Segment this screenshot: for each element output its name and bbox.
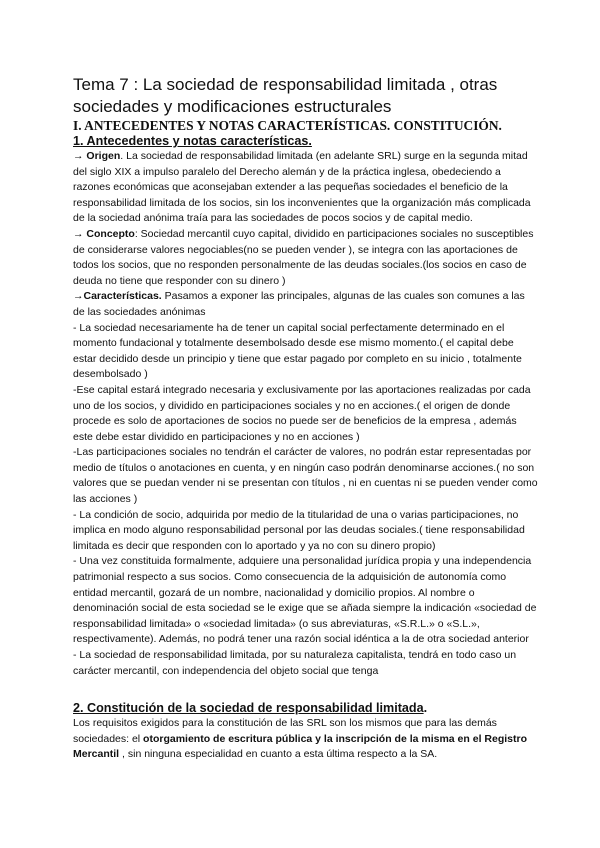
concepto-text: : Sociedad mercantil cuyo capital, dividido en participaciones sociales no susceptibles de considerarse valores negociables(no se pueden vender ), se integra con las aportaciones de todos los socios, que no responden personalmente de las deudas sociales.(los socios en caso de deuda no tiene que responder con su dinero ) bbox=[73, 227, 534, 287]
caracteristicas-label: →Características. bbox=[73, 290, 162, 303]
section-2-heading bbox=[73, 701, 538, 716]
constitucion-requirements: otorgamiento de escritura pública y la inscripción de la misma en el Registro Mercantil bbox=[73, 732, 527, 761]
list-item-capital: - La sociedad necesariamente ha de tener un capital social perfectamente determinado en el momento fundacional y totalmente desembolsado desde ese mismo momento.( el capital debe estar decidido desde un principio y tiene que estar pagado por completo en su inicio , totalmente desembolsado ) bbox=[73, 321, 522, 381]
paragraph-caracteristicas bbox=[73, 289, 538, 320]
section-2-period: . bbox=[423, 701, 428, 716]
list-item-participaciones: -Las participaciones sociales no tendrán el carácter de valores, no podrán estar representadas por medio de títulos o anotaciones en cuenta, y en ningún caso podrán denominarse acciones.( no son valores que se puedan vender ni se presentan con títulos , ni en cuentas ni se pueden vender como las acciones ) bbox=[73, 446, 538, 506]
section-2-title: 2. Constitución de la sociedad de responsabilidad limitada bbox=[73, 701, 424, 716]
paragraph-origen bbox=[73, 149, 538, 227]
document-title bbox=[73, 74, 538, 118]
paragraph-concepto bbox=[73, 227, 538, 289]
caracteristicas-text: Pasamos a exponer las principales, algunas de las cuales son comunes a las de las sociedades anónimas bbox=[73, 290, 525, 318]
list-item-aportaciones: -Ese capital estará integrado necesaria y exclusivamente por las aportaciones realizadas por cada uno de los socios, y dividido en participaciones sociales y no en acciones.( el origen de donde procede es solo de aportaciones de socios no puede ser de beneficios de la empresa , además este debe estar dividido en participaciones y no en acciones ) bbox=[73, 383, 531, 443]
list-item-caracter-mercantil: - La sociedad de responsabilidad limitada, por su naturaleza capitalista, tendrá en todo caso un carácter mercantil, con independencia del objeto social que tenga bbox=[73, 649, 517, 677]
section-1-heading: 1. Antecedentes y notas características. bbox=[73, 134, 312, 148]
constitucion-text-start: Los requisitos exigidos para la constitución de las SRL son los mismos que para las demás sociedades: el bbox=[73, 717, 497, 745]
title-line-1: Tema 7 : La sociedad de responsabilidad limitada , otras bbox=[73, 75, 498, 94]
concepto-label: → Concepto bbox=[73, 227, 135, 240]
origen-label: → Origen bbox=[73, 150, 121, 162]
chapter-heading: I. ANTECEDENTES Y NOTAS CARACTERÍSTICAS. CONSTITUCIÓN. bbox=[73, 118, 502, 133]
constitucion-text-end: , sin ninguna especialidad en cuanto a esta última respecto a la SA. bbox=[119, 748, 438, 761]
paragraph-constitucion bbox=[73, 716, 538, 763]
origen-text: . La sociedad de responsabilidad limitada (en adelante SRL) surge en la segunda mitad del siglo XIX a impulso paralelo del Derecho alemán y de la práctica inglesa, obedeciendo a razones económicas que aconsejaban extender a las pequeñas sociedades el beneficio de la responsabilidad limitada de los socios, sin los inconvenientes que la organización más complicada de la sociedad anónima traía para las sociedades de pocos socios y de capital medio. bbox=[73, 150, 531, 225]
list-item-personalidad: - Una vez constituida formalmente, adquiere una personalidad jurídica propia y una independencia patrimonial respecto a sus socios. Como consecuencia de la adquisición de autonomía como entidad mercantil, gozará de un nombre, nacionalidad y domicilio propios. Al nombre o denominación social de esta sociedad se le exige que se añada siempre la indicación «sociedad de responsabilidad limitada» o «sociedad limitada» (o sus abreviaturas, «S.R.L.» o «S.L.», respectivamente). Además, no podrá tener una razón social idéntica a la de otra sociedad anterior bbox=[73, 555, 537, 646]
list-item-condicion-socio: - La condición de socio, adquirida por medio de la titularidad de una o varias participaciones, no implica en modo alguno responsabilidad personal por las deudas sociales.( tiene responsabilidad limitada es decir que responden con lo aportado y ya no con su dinero propio) bbox=[73, 508, 525, 552]
title-line-2: sociedades y modificaciones estructurales bbox=[73, 97, 392, 116]
